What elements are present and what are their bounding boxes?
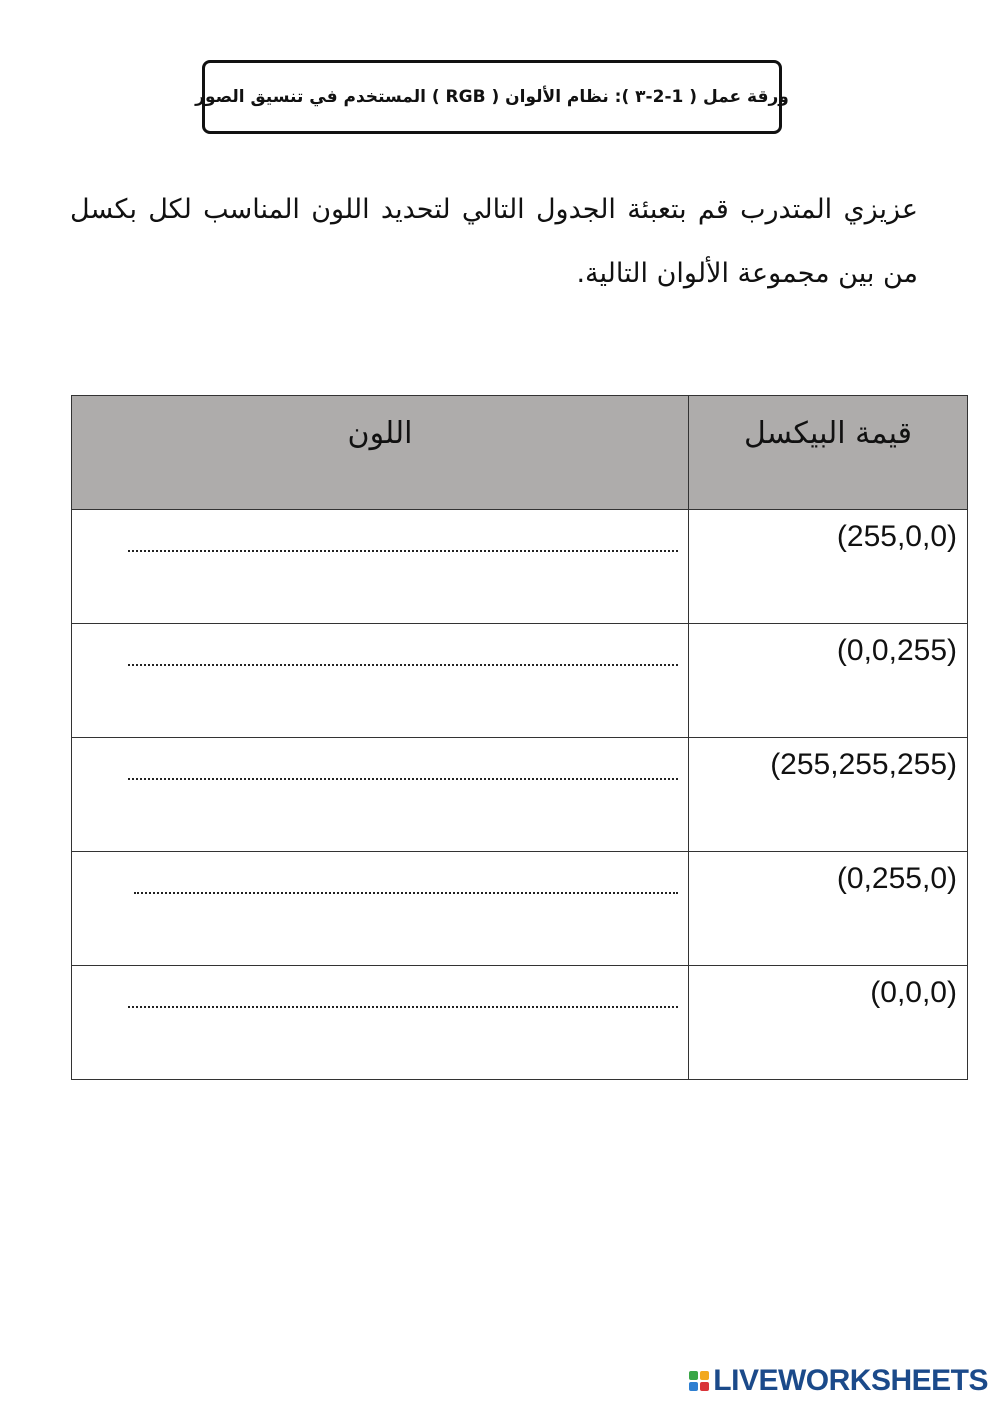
pixel-value-cell: (255,255,255) — [689, 738, 968, 852]
table-row — [72, 966, 968, 1080]
logo-square-blue — [689, 1382, 698, 1391]
color-answer-cell[interactable] — [72, 738, 689, 852]
answer-blank[interactable] — [134, 872, 678, 894]
pixel-value-cell: (255,0,0) — [689, 510, 968, 624]
color-answer-cell[interactable] — [72, 852, 689, 966]
header-color: اللون — [72, 396, 689, 510]
liveworksheets-logo — [689, 1364, 988, 1398]
pixel-color-table — [71, 395, 968, 1080]
worksheet-title-box — [195, 60, 789, 134]
instructions-text: عزيزي المتدرب قم بتعبئة الجدول التالي لتحديد اللون المناسب لكل بكسل من بين مجموعة الألوان التالية. — [70, 194, 918, 289]
answer-blank[interactable] — [128, 986, 678, 1008]
answer-blank[interactable] — [128, 758, 678, 780]
pixel-value-cell: (0,255,0) — [689, 852, 968, 966]
table-row — [72, 738, 968, 852]
pixel-value-cell: (0,0,0) — [689, 966, 968, 1080]
answer-blank[interactable] — [128, 644, 678, 666]
color-answer-cell[interactable] — [72, 624, 689, 738]
logo-square-red — [700, 1382, 709, 1391]
liveworksheets-logo-icon — [689, 1371, 709, 1391]
table-header-row — [72, 396, 968, 510]
worksheet-title: ورقة عمل ( 1-2-٣ ): نظام الألوان ( RGB ) المستخدم في تنسيق الصور — [195, 87, 789, 107]
logo-square-orange — [700, 1371, 709, 1380]
pixel-value-cell: (0,0,255) — [689, 624, 968, 738]
header-pixel-value: قيمة البيكسل — [689, 396, 968, 510]
color-answer-cell[interactable] — [72, 966, 689, 1080]
table-row — [72, 510, 968, 624]
table-row — [72, 624, 968, 738]
table-row — [72, 852, 968, 966]
answer-blank[interactable] — [128, 530, 678, 552]
color-answer-cell[interactable] — [72, 510, 689, 624]
logo-square-green — [689, 1371, 698, 1380]
liveworksheets-logo-text: LIVEWORKSHEETS — [713, 1364, 988, 1397]
